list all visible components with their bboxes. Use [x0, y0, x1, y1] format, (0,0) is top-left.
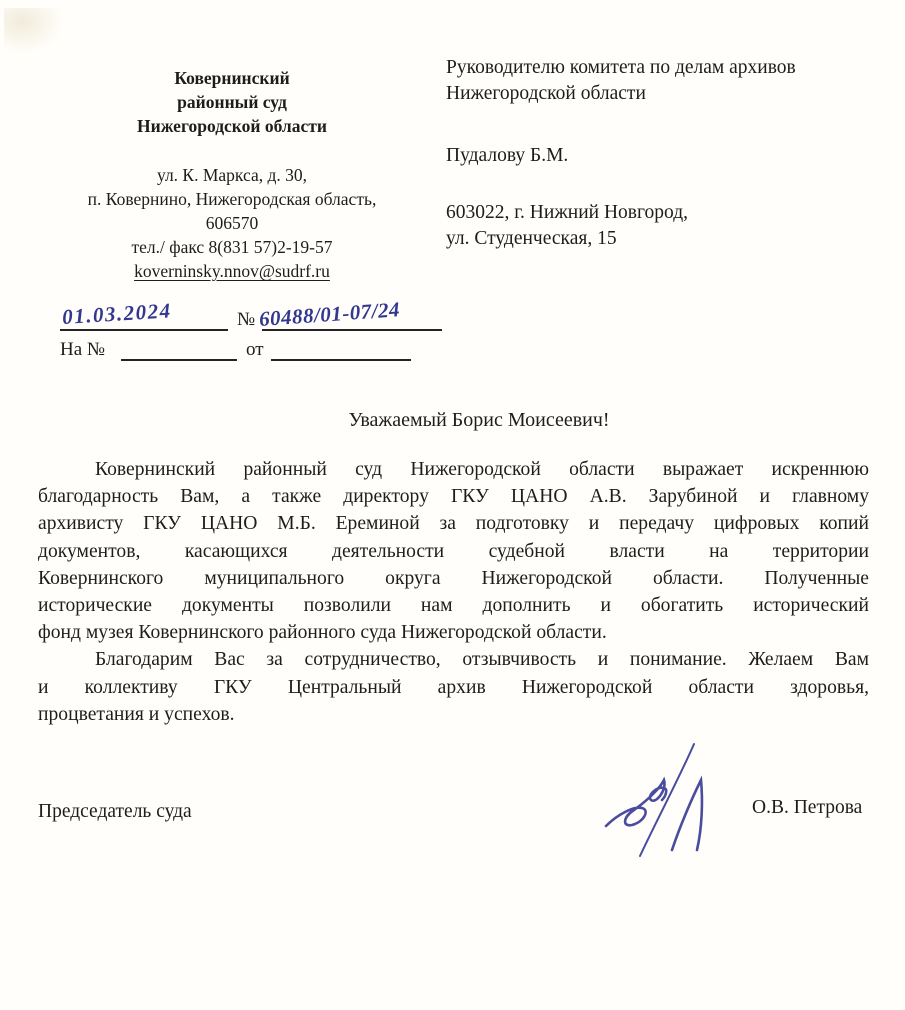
sender-letterhead [36, 66, 428, 283]
body-paragraph-2 [38, 646, 869, 728]
recipient-address-line: 603022, г. Нижний Новгород, [446, 202, 689, 223]
number-blank-line [258, 297, 442, 332]
body-line: Ковернинского муниципального округа Нижегородской области. Полученные [38, 567, 869, 589]
body-paragraph-1 [38, 456, 869, 646]
recipient-title-line: Руководителю комитета по делам архивов [446, 57, 796, 78]
court-address [36, 163, 428, 283]
recipient-name: Пудалову Б.М. [446, 145, 569, 166]
recipient-block [446, 55, 888, 252]
recipient-title-line: Нижегородской области [446, 83, 646, 104]
reply-ref-row [60, 335, 442, 361]
reply-to-label: На № [60, 339, 106, 360]
court-address-line: ул. К. Маркса, д. 30, [156, 165, 308, 185]
court-address-line: 606570 [205, 213, 259, 233]
number-sign-label: № [237, 309, 256, 330]
handwritten-outgoing-number: 60488/01-07/24 [258, 297, 401, 332]
outgoing-ref-row [60, 297, 442, 331]
scan-artifact-smudge [4, 8, 64, 54]
body-line: и коллективу ГКУ Центральный архив Нижегородской области здоровья, [38, 676, 869, 698]
court-name-line: Нижегородской области [137, 116, 327, 136]
court-name-line: районный суд [177, 92, 287, 112]
from-label: от [246, 339, 264, 360]
court-phone-line: тел./ факс 8(831 57)2-19-57 [131, 237, 333, 257]
court-name-line: Ковернинский [174, 68, 290, 88]
reference-block [60, 297, 442, 361]
court-email: koverninsky.nnov@sudrf.ru [134, 261, 330, 281]
reply-number-blank-line [121, 359, 237, 361]
body-line: исторические документы позволили нам дополнить и обогатить исторический [38, 595, 869, 617]
salutation: Уважаемый Борис Моисеевич! [348, 409, 610, 431]
court-address-line: п. Ковернино, Нижегородская область, [87, 189, 377, 209]
body-line: документов, касающихся деятельности судебной власти на территории [38, 540, 869, 562]
body-line: процветания и успехов. [38, 703, 235, 725]
date-blank-line [60, 298, 228, 331]
handwritten-date: 01.03.2024 [61, 298, 173, 330]
recipient-address [446, 200, 888, 252]
body-line: фонд музея Ковернинского районного суда Нижегородской области. [38, 622, 607, 644]
signatory-position-title: Председатель суда [38, 801, 192, 822]
recipient-address-line: ул. Студенческая, 15 [446, 228, 617, 249]
body-line: Ковернинский районный суд Нижегородской области выражает искреннюю [95, 459, 869, 480]
signatory-name: О.В. Петрова [752, 797, 863, 818]
reply-date-blank-line [271, 359, 411, 361]
body-line: благодарность Вам, а также директору ГКУ ЦАНО А.В. Зарубиной и главному [38, 486, 869, 508]
body-line: архивисту ГКУ ЦАНО М.Б. Ереминой за подготовку и передачу цифровых копий [38, 513, 869, 535]
body-line: Благодарим Вас за сотрудничество, отзывчивость и понимание. Желаем Вам [95, 649, 869, 671]
handwritten-signature-icon [598, 738, 728, 860]
letter-body [38, 456, 869, 728]
